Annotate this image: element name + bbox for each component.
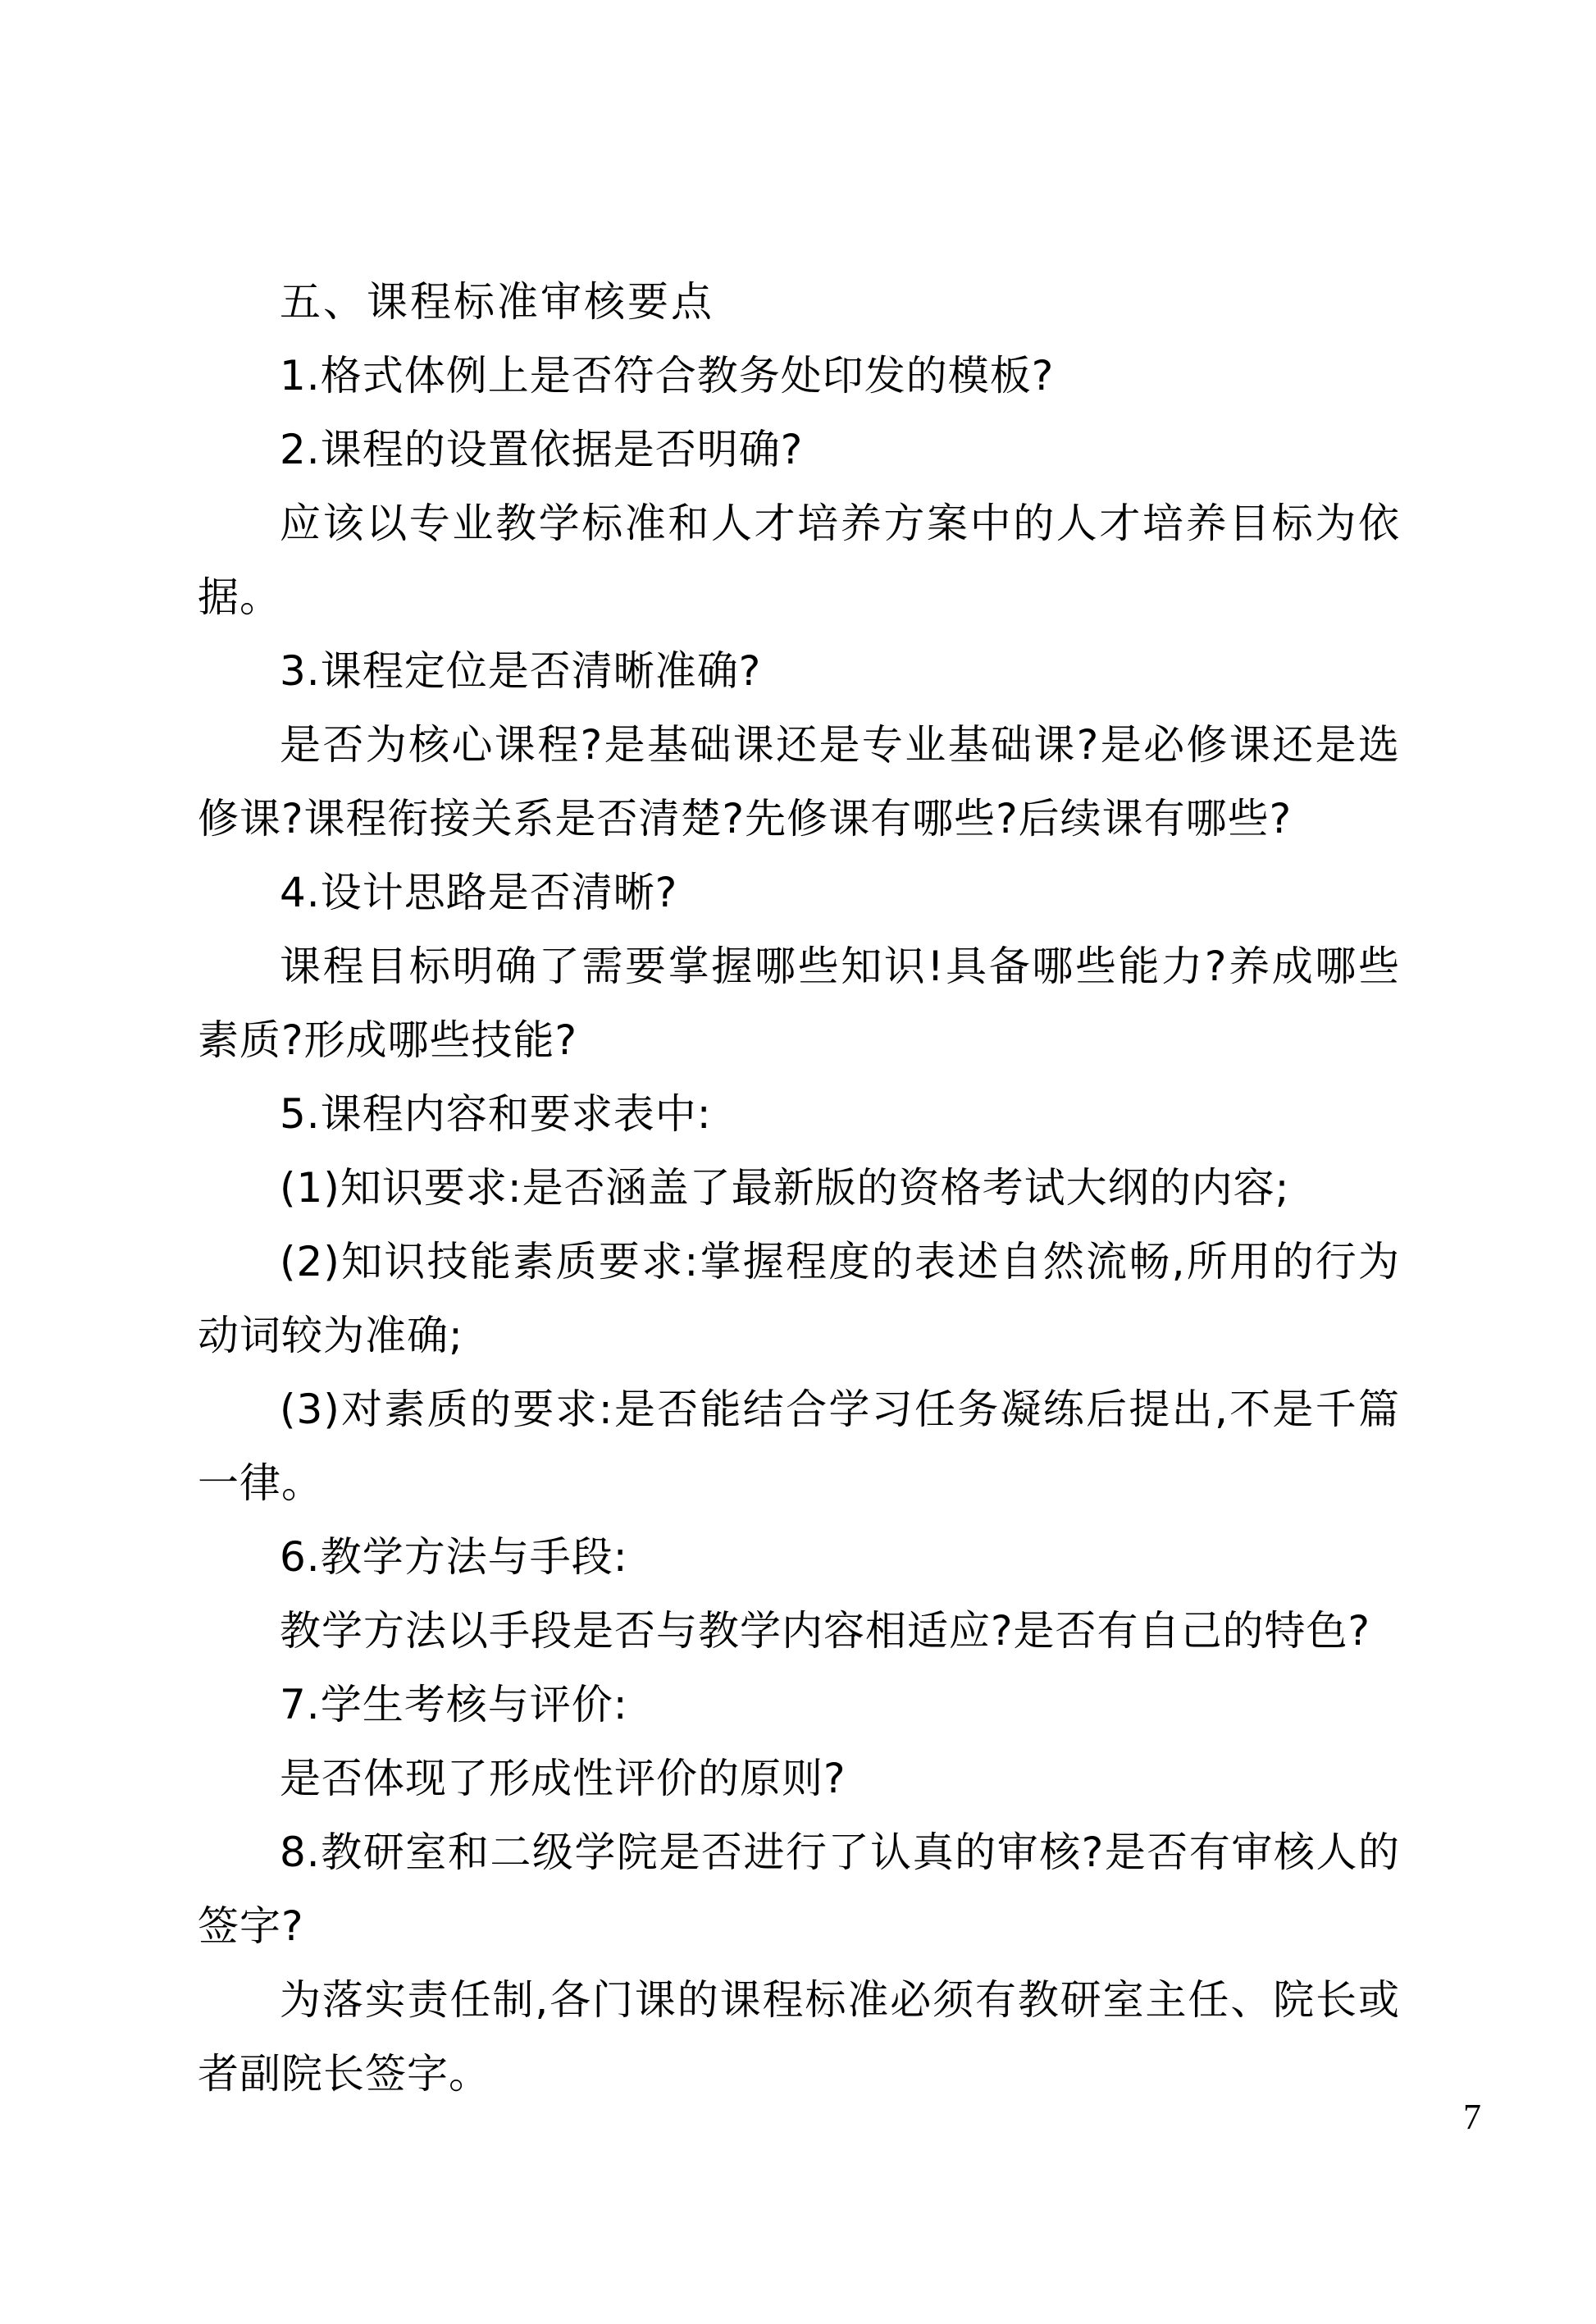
question-1: 1.格式体例上是否符合教务处印发的模板? <box>280 352 1055 400</box>
question-4: 4.设计思路是否清晰? <box>280 869 678 916</box>
item-5-3: (3)对素质的要求:是否能结合学习任务凝练后提出,不是千篇一律。 <box>198 1386 1400 1507</box>
answer-7: 是否体现了形成性评价的原则? <box>280 1755 846 1802</box>
page-number: 7 <box>1463 2097 1481 2137</box>
question-3: 3.课程定位是否清晰准确? <box>280 647 762 695</box>
question-2: 2.课程的设置依据是否明确? <box>280 426 804 473</box>
answer-4: 课程目标明确了需要掌握哪些知识!具备哪些能力?养成哪些素质?形成哪些技能? <box>198 943 1400 1064</box>
document-body <box>198 265 1400 2111</box>
answer-8: 为落实责任制,各门课的课程标准必须有教研室主任、院长或者副院长签字。 <box>198 1976 1400 2098</box>
answer-2: 应该以专业教学标准和人才培养方案中的人才培养目标为依据。 <box>198 500 1400 621</box>
question-5: 5.课程内容和要求表中: <box>280 1090 712 1138</box>
section-heading: 五、课程标准审核要点 <box>280 278 714 326</box>
question-7: 7.学生考核与评价: <box>280 1681 628 1728</box>
answer-3: 是否为核心课程?是基础课还是专业基础课?是必修课还是选修课?课程衔接关系是否清楚?先修课有哪些?后续课有哪些? <box>198 721 1400 842</box>
item-5-2: (2)知识技能素质要求:掌握程度的表述自然流畅,所用的行为动词较为准确; <box>198 1238 1400 1359</box>
item-5-1: (1)知识要求:是否涵盖了最新版的资格考试大纲的内容; <box>280 1164 1290 1212</box>
question-8: 8.教研室和二级学院是否进行了认真的审核?是否有审核人的签字? <box>198 1829 1400 1950</box>
answer-6: 教学方法以手段是否与教学内容相适应?是否有自己的特色? <box>280 1607 1371 1655</box>
question-6: 6.教学方法与手段: <box>280 1533 628 1581</box>
